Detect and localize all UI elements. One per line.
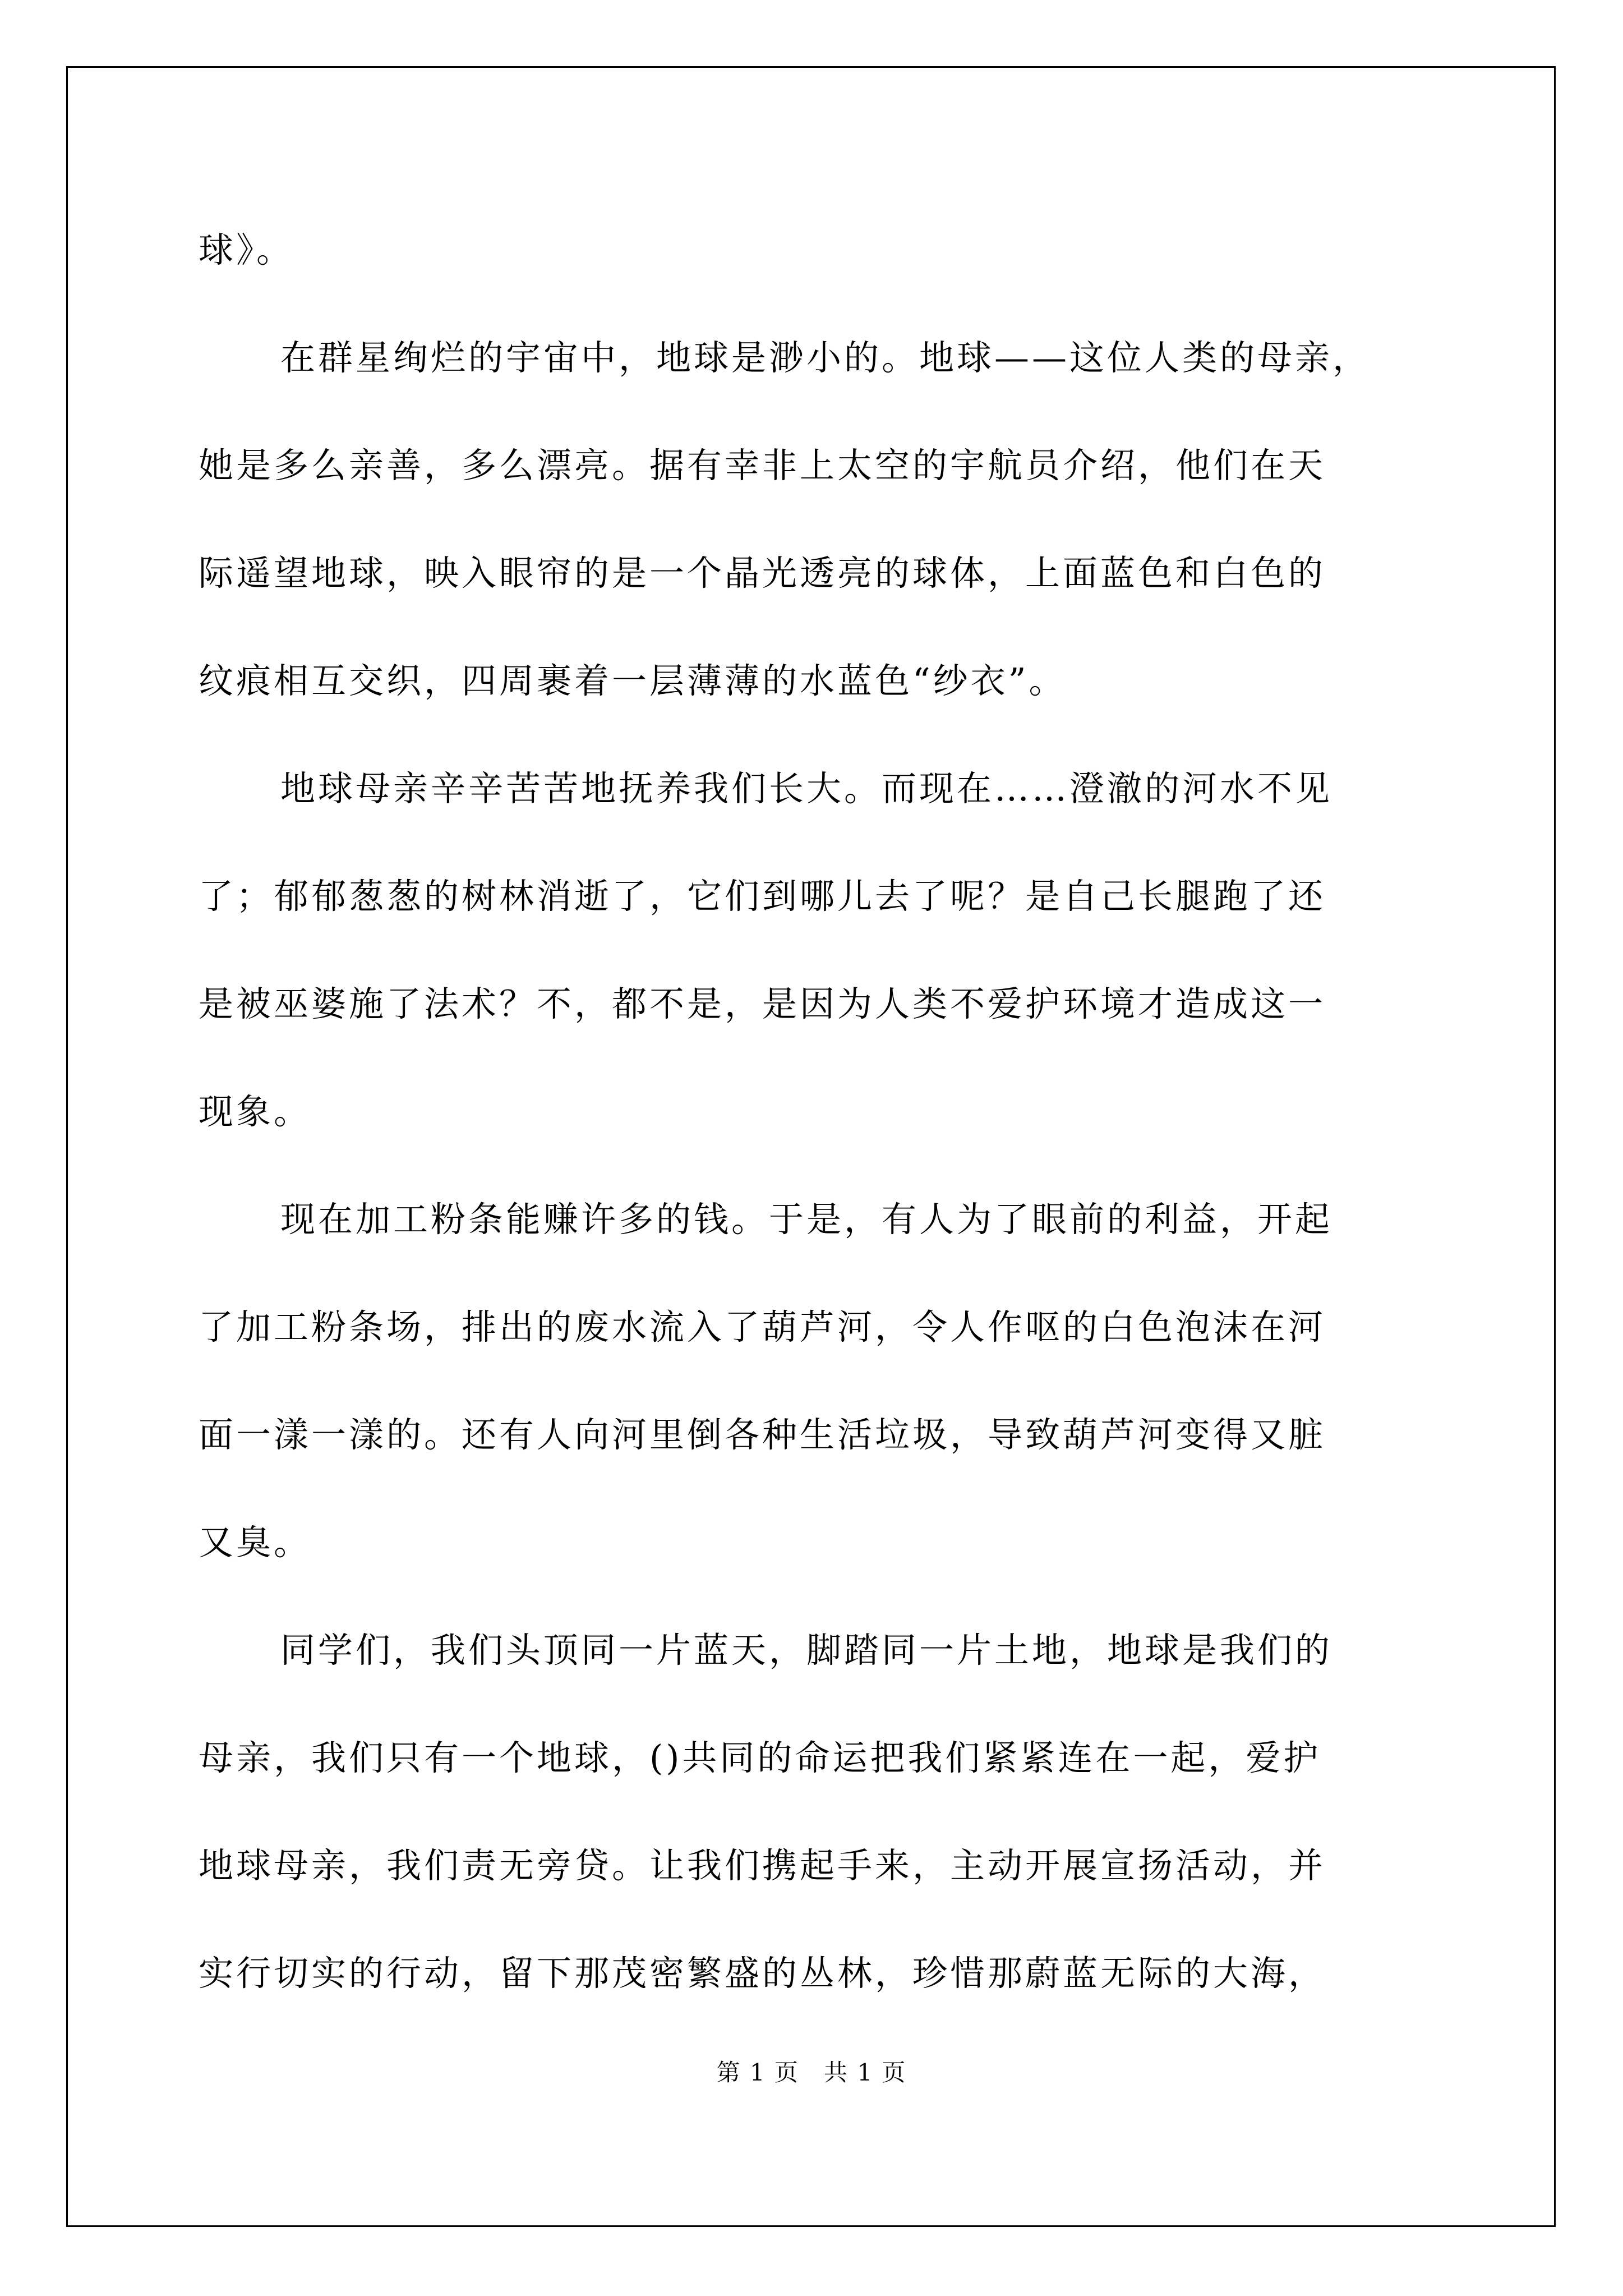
- text-line: 她是多么亲善，多么漂亮。据有幸非上太空的宇航员介绍，他们在天: [199, 445, 1326, 486]
- text-line: 了加工粉条场，排出的废水流入了葫芦河，令人作呕的白色泡沫在河: [199, 1306, 1326, 1347]
- text-line: 实行切实的行动，留下那茂密繁盛的丛林，珍惜那蔚蓝无际的大海，: [199, 1953, 1326, 1994]
- text-line: 现在加工粉条能赚许多的钱。于是，有人为了眼前的利益，开起: [280, 1199, 1333, 1240]
- text-line: 母亲，我们只有一个地球，()共同的命运把我们紧紧连在一起，爱护: [199, 1737, 1321, 1778]
- text-line: 面一漾一漾的。还有人向河里倒各种生活垃圾，导致葫芦河变得又脏: [199, 1414, 1326, 1455]
- text-line: 球》。: [199, 229, 294, 270]
- text-line: 同学们，我们头顶同一片蓝天，脚踏同一片土地，地球是我们的: [280, 1630, 1333, 1671]
- text-line: 现象。: [199, 1091, 312, 1132]
- text-line: 在群星绚烂的宇宙中，地球是渺小的。地球——这位人类的母亲，: [280, 337, 1371, 378]
- text-line: 地球母亲辛辛苦苦地抚养我们长大。而现在……澄澈的河水不见: [280, 768, 1333, 809]
- text-line: 纹痕相互交织，四周裹着一层薄薄的水蓝色“纱衣”。: [199, 660, 1067, 701]
- text-line: 际遥望地球，映入眼帘的是一个晶光透亮的球体，上面蓝色和白色的: [199, 553, 1326, 593]
- page-border: [66, 66, 1556, 2227]
- page-footer: 第 1 页 共 1 页: [716, 2059, 907, 2086]
- text-line: 地球母亲，我们责无旁贷。让我们携起手来，主动开展宣扬活动，并: [199, 1845, 1326, 1886]
- text-line: 又臭。: [199, 1522, 312, 1563]
- text-line: 了；郁郁葱葱的树林消逝了，它们到哪儿去了呢？是自己长腿跑了还: [199, 876, 1326, 917]
- text-line: 是被巫婆施了法术？不，都不是，是因为人类不爱护环境才造成这一: [199, 983, 1326, 1024]
